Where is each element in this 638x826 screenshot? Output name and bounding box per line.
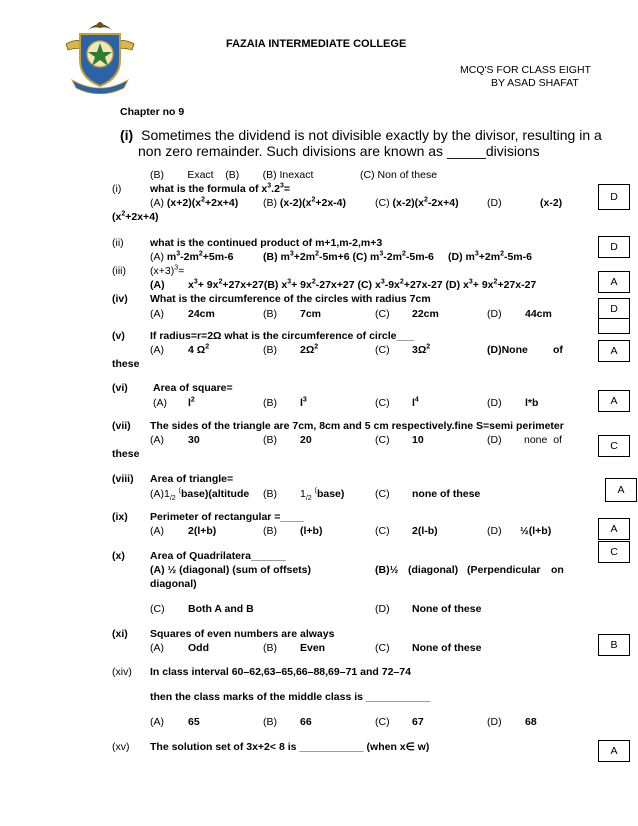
- answer-box: A: [598, 271, 630, 293]
- question-number: (v): [112, 330, 125, 342]
- option-a-value: 65: [188, 716, 200, 728]
- option-b-label: (B): [263, 344, 277, 356]
- option-c-label: (C): [375, 488, 390, 500]
- college-logo: [62, 16, 138, 94]
- answer-box: D: [598, 236, 630, 258]
- option-b-part-2: (Perpendicular: [467, 564, 541, 576]
- question-number: (vi): [112, 382, 128, 394]
- question-text: Area of triangle=: [150, 473, 234, 485]
- option-b-label: (B): [263, 642, 277, 654]
- option-d: (D): [487, 197, 502, 209]
- option-d-value: none of: [524, 434, 562, 446]
- answer-box: A: [598, 518, 630, 540]
- option-c-value: None of these: [412, 642, 482, 654]
- question-text: Perimeter of rectangular =____: [150, 511, 304, 523]
- option-a: $(A)1_{/2}$ (base)(altitude: [150, 487, 250, 503]
- option-a: (A) ½ (diagonal) (sum of offsets): [150, 564, 311, 576]
- option-c-label: (C): [375, 525, 390, 537]
- answer-box: D: [598, 184, 630, 210]
- option-a-value: 30: [188, 434, 200, 446]
- option-c-label: (C): [375, 716, 390, 728]
- answer-box: A: [605, 478, 637, 502]
- option-a-value: 4 $\Omega^2$: [188, 343, 210, 356]
- option-b-part-3: on: [551, 564, 564, 576]
- intro-line-1: Sometimes the dividend is not divisible exactly by the divisor, resulting in a: [141, 127, 602, 143]
- question-text: Area of square=: [153, 382, 233, 394]
- option-c-label: (C): [375, 397, 390, 409]
- question-text-2: then the class marks of the middle class is ___________: [150, 691, 431, 703]
- option-d-value: l*b: [525, 397, 539, 409]
- option-b-value: 66: [300, 716, 312, 728]
- option-c-label: (C): [150, 603, 165, 615]
- option-b-label: (B): [263, 716, 277, 728]
- question-number: (viii): [112, 473, 134, 485]
- option-c-value: $l^4$: [412, 396, 419, 409]
- option-c-value: Both A and B: [188, 603, 254, 615]
- option-a-value: Odd: [188, 642, 209, 654]
- option-b-value: (l+b): [300, 525, 323, 537]
- question-number: (x): [112, 550, 125, 562]
- option-a-value: $l^2$: [188, 396, 195, 409]
- question-number: (ii): [112, 237, 124, 249]
- option-a-label: (A): [153, 397, 167, 409]
- question-text: The solution set of 3x+2< 8 is ___________ (when x∈ w): [150, 741, 430, 753]
- option-a-label: (A): [150, 525, 164, 537]
- option-b-label: (B): [263, 308, 277, 320]
- option-a: (A): [150, 279, 165, 291]
- option-wrap: $(x^2+2x+4)$: [112, 210, 159, 223]
- answer-box: C: [598, 541, 630, 563]
- option-c-value: none of these: [412, 488, 481, 500]
- option-d-label: (D): [375, 603, 390, 615]
- option-wrap: these: [112, 448, 140, 460]
- option-c-value: 2(l-b): [412, 525, 438, 537]
- question-text: Squares of even numbers are always: [150, 628, 335, 640]
- answer-box: C: [598, 435, 630, 457]
- option-wrap: diagonal): [150, 578, 197, 590]
- option-d-value: 44cm: [525, 308, 552, 320]
- option-wrap: these: [112, 358, 140, 370]
- option-c-label: (C): [375, 308, 390, 320]
- question-number: (xiv): [112, 666, 132, 678]
- option-d-cont: of: [553, 344, 563, 356]
- option-d-label: (D): [487, 525, 502, 537]
- option-a-value: 24cm: [188, 308, 215, 320]
- option-c-value: $3\Omega^2$: [412, 343, 431, 356]
- option-b-label: (B)½: [375, 564, 399, 576]
- option-b-label: (B): [263, 488, 277, 500]
- option-d: (D)None: [487, 344, 528, 356]
- author-line: BY ASAD SHAFAT: [491, 77, 579, 89]
- options-row: $x^3+ 9x^2+27x+27(B)$ $x^3+ 9x^2-27x+27$ (C) $x^3-9x^2+27x-27$ (D) $x^3+ 9x^2+27x-27$: [188, 278, 537, 291]
- option-b: (B) $(x-2)(x^2+2x-4)$: [263, 196, 346, 209]
- question-number: (iii): [112, 265, 126, 277]
- question-text: $(x+3)^3=$: [150, 264, 185, 277]
- question-number: (i): [112, 183, 122, 195]
- option-b-label: (B): [263, 525, 277, 537]
- option-c-label: (C): [375, 434, 390, 446]
- option-b-value: 7cm: [300, 308, 322, 320]
- option-d-value: ½(l+b): [520, 525, 552, 537]
- answer-box: A: [598, 740, 630, 762]
- option-a: (A) $m^3-2m^2+5m-6$: [150, 250, 234, 263]
- option-c-label: (C): [375, 344, 390, 356]
- answer-box: D: [598, 298, 630, 320]
- option-a: (A) $(x+2)(x^2+2x+4)$: [150, 196, 239, 209]
- college-name: FAZAIA INTERMEDIATE COLLEGE: [226, 38, 407, 50]
- option-a-value: 2(l+b): [188, 525, 217, 537]
- option-a-label: (A): [150, 344, 164, 356]
- option-a-label: (A): [150, 308, 164, 320]
- question-number: (vii): [112, 420, 131, 432]
- option-b-value: $l^3$: [300, 396, 307, 409]
- intro-number: (i): [120, 127, 134, 143]
- question-text: what is the formula of $x^3.2^3=$: [150, 182, 290, 195]
- option-a-label: (A): [150, 716, 164, 728]
- option-b-label: (B): [263, 397, 277, 409]
- question-text: what is the continued product of m+1,m-2,m+3: [150, 237, 383, 249]
- option-d-value: None of these: [412, 603, 482, 615]
- question-number: (ix): [112, 511, 128, 523]
- option-b-part: (diagonal): [408, 564, 459, 576]
- option-d-value: 68: [525, 716, 537, 728]
- chapter-title: Chapter no 9: [120, 106, 185, 118]
- option-c-value: 67: [412, 716, 424, 728]
- intro-question: [120, 127, 602, 144]
- mcq-subtitle: MCQ'S FOR CLASS EIGHT: [460, 64, 591, 76]
- option-b-c: (B) $m^3+2m^2-5m+6$ (C) $m^3-2m^2-5m-6$: [263, 250, 434, 263]
- option-c-label: (C): [375, 642, 390, 654]
- option-b-value: $2\Omega^2$: [300, 343, 319, 356]
- answer-box: A: [598, 390, 630, 412]
- option-b-label: (B): [263, 434, 277, 446]
- option-b-value: Even: [300, 642, 326, 654]
- option-d-label: (D): [487, 397, 502, 409]
- option-a-label: (A): [150, 434, 164, 446]
- question-text: In class interval 60–62,63–65,66–88,69–71 and 72–74: [150, 666, 411, 678]
- question-number: (xv): [112, 741, 130, 753]
- answer-box: A: [598, 340, 630, 362]
- option-d-label: (D): [487, 308, 502, 320]
- question-number: (xi): [112, 628, 128, 640]
- option-c-value: 22cm: [412, 308, 439, 320]
- answer-box: [598, 318, 630, 334]
- option-b-value: $1_{/2}$ (base): [300, 487, 345, 503]
- option-c: (C) $(x-2)(x^2-2x+4)$: [375, 196, 459, 209]
- option-b-value: 20: [300, 434, 312, 446]
- option-d-label: (D): [487, 716, 502, 728]
- question-text: What is the circumference of the circles with radius 7cm: [150, 293, 431, 305]
- question-number: (iv): [112, 293, 128, 305]
- option-c-value: 10: [412, 434, 424, 446]
- intro-line-2: non zero remainder. Such divisions are known as _____divisions: [138, 143, 540, 159]
- option-d-value: (x-2): [540, 197, 563, 209]
- option-a-label: (A): [150, 642, 164, 654]
- question-text: The sides of the triangle are 7cm, 8cm and 5 cm respectively.fine S=semi perimeter: [150, 420, 564, 432]
- question-text: If radius=r=2Ω what is the circumference of circle___: [150, 330, 415, 342]
- intro-options: (B) Exact (B) (B) Inexact (C) Non of these: [150, 169, 438, 181]
- option-d: (D) $m^3+2m^2-5m-6$: [448, 250, 532, 263]
- option-d-label: (D): [487, 434, 502, 446]
- answer-box: B: [598, 634, 630, 656]
- question-text: Area of Quadrilatera______: [150, 550, 286, 562]
